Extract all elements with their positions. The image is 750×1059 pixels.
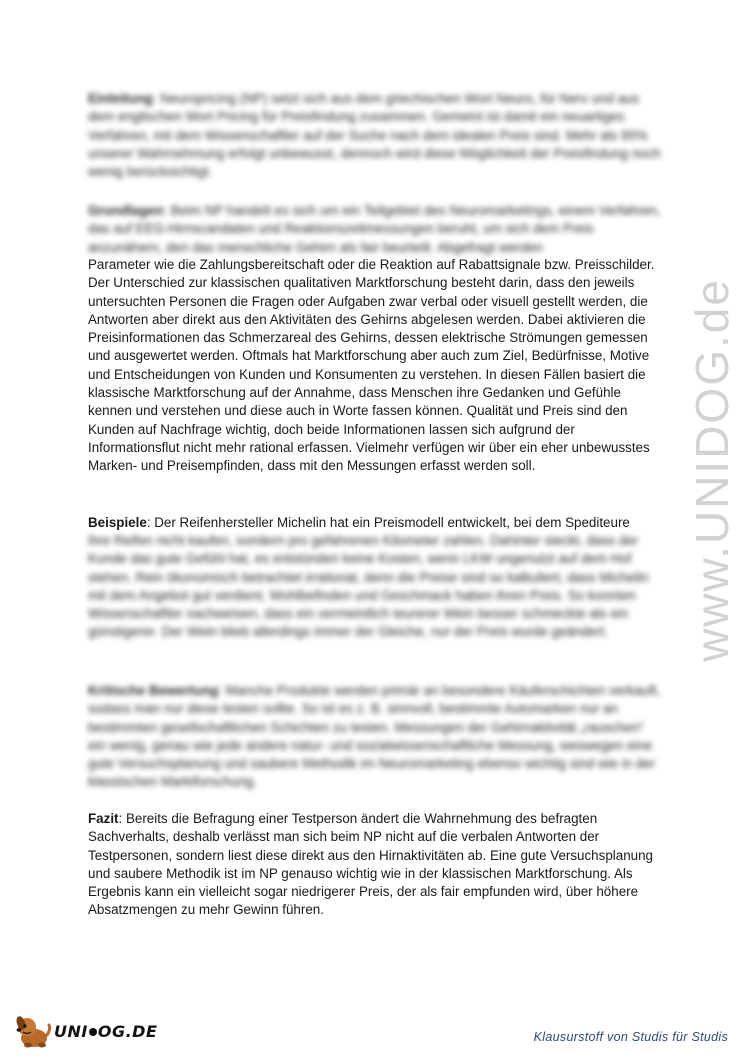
intro-text: : Neuropricing (NP) setzt sich aus dem griechischen Wort Neuro, für Nerv und aus dem englischen Wort Pricing für Preisfindung zusammen. Gemeint ist damit ein neuartiges Verfahren, mit dem Wissenschaftler auf der Suche nach dem idealen Preis sind. Mehr als 95% unserer Wahrnehmung erfolgt unbewusst, dennoch wird diese Möglichkeit der Preisfindung noch wenig berücksichtigt. bbox=[88, 91, 661, 180]
examples-label: Beispiele bbox=[88, 515, 147, 530]
intro-label: Einleitung bbox=[88, 91, 153, 106]
dog-mascot-icon bbox=[14, 1013, 52, 1049]
critique-paragraph bbox=[88, 682, 662, 792]
footer-slogan: Klausurstoff von Studis für Studis bbox=[533, 1030, 728, 1044]
conclusion-text: : Bereits die Befragung einer Testperson ändert die Wahrnehmung des befragten Sachverhalts, deshalb verlässt man sich beim NP nicht auf die verbalen Antworten der Testpersonen, sondern liest diese direkt aus den Hirnaktivitäten ab. Eine gute Versuchsplanung und saubere Methodik ist im NP genauso wichtig wie in der klassischen Marktforschung. Als Ergebnis kann ein vielleicht sogar niedrigerer Preis, der als fair empfunden wird, über höhere Absatzmengen zu mehr Gewinn führen. bbox=[88, 811, 653, 918]
unidog-logo[interactable] bbox=[14, 1013, 157, 1049]
basics-paragraph bbox=[88, 256, 662, 476]
examples-blurred-part bbox=[88, 532, 662, 642]
basics-blurred-part bbox=[88, 202, 662, 257]
examples-blurred-text: ihre Reifen nicht kaufen, sondern pro gefahrenen Kilometer zahlen. Dahinter steckt, dass der Kunde das gute Gefühl hat, es entstünden keine Kosten, wenn LKW ungenutzt auf dem Hof stehen. Rein ökonomisch betrachtet irrational, denn die Preise sind so kalkuliert, dass Michelin mit dem Angebot gut verdient. Wohlbefinden und Geschmack haben ihren Preis. So konnten Wissenschaftler nachweisen, dass ein vermeintlich teurerer Wein besser schmeckte als ein günstigerer. Der Wein blieb allerdings immer der Gleiche, nur der Preis wurde geändert. bbox=[88, 533, 649, 640]
basics-text: Parameter wie die Zahlungsbereitschaft oder die Reaktion auf Rabattsignale bzw. Preisschilder. Der Unterschied zur klassischen qualitativen Marktforschung besteht darin, dass den jeweils untersuchten Personen die Fragen oder Aufgaben zwar verbal oder visuell gestellt werden, die Antworten aber direkt aus den Aktivitäten des Gehirns abgelesen werden. Dabei aktivieren die Preisinformationen das Schmerzareal des Gehirns, dessen elektrische Strömungen gemessen und ausgewertet werden. Oftmals hat Marktforschung aber auch zum Ziel, Bedürfnisse, Motive und Entscheidungen von Kunden und Konsumenten zu verstehen. In diesen Fällen basiert die klassische Marktforschung auf der Annahme, dass Menschen ihre Gedanken und Gefühle kennen und verstehen und diese auch in Worte fassen können. Qualität und Preis sind den Kunden auf Nachfrage wichtig, doch beide Informationen lassen sich aufgrund der Informationsflut nicht mehr rational erfassen. Vielmehr verfügen wir über ein eher unbewusstes Marken- und Preisempfinden, dass mit den Messungen erfasst werden soll. bbox=[88, 257, 655, 474]
logo-text: UNI OG.DE bbox=[54, 1021, 158, 1041]
paw-icon bbox=[89, 1028, 97, 1036]
intro-paragraph bbox=[88, 90, 662, 181]
conclusion-label: Fazit bbox=[88, 811, 119, 826]
watermark: www.UNIDOG.de bbox=[686, 278, 738, 662]
examples-text: : Der Reifenhersteller Michelin hat ein Preismodell entwickelt, bei dem Spediteure bbox=[146, 515, 630, 530]
critique-label: Kritische Bewertung bbox=[88, 683, 219, 698]
examples-paragraph bbox=[88, 514, 662, 532]
critique-text: : Manche Produkte werden primär an besondere Käuferschichten verkauft, sodass man nur diese testen sollte. So ist es z. B. sinnvoll, bestimmte Automarken nur an bestimmten gesellschaftlichen Schichten zu testen. Messungen der Gehirnaktivität „rauschen“ ein wenig, genau wie jede andere natur- und sozialwissenschaftliche Messung, weswegen eine gute Versuchsplanung und saubere Methodik im Neuromarketing ebenso wichtig sind wie in der klassischen Marktforschung. bbox=[88, 683, 661, 790]
conclusion-paragraph bbox=[88, 810, 662, 920]
basics-blurred-text: : Beim NP handelt es sich um ein Teilgebiet des Neuromarketings, einem Verfahren, das auf EEG-Hirnscandaten und Reaktionszeitmessungen beruht, um sich dem Preis anzunähern, den das menschliche Gehirn als fair beurteilt. Abgefragt werden bbox=[88, 203, 661, 255]
basics-label: Grundlagen bbox=[88, 203, 164, 218]
